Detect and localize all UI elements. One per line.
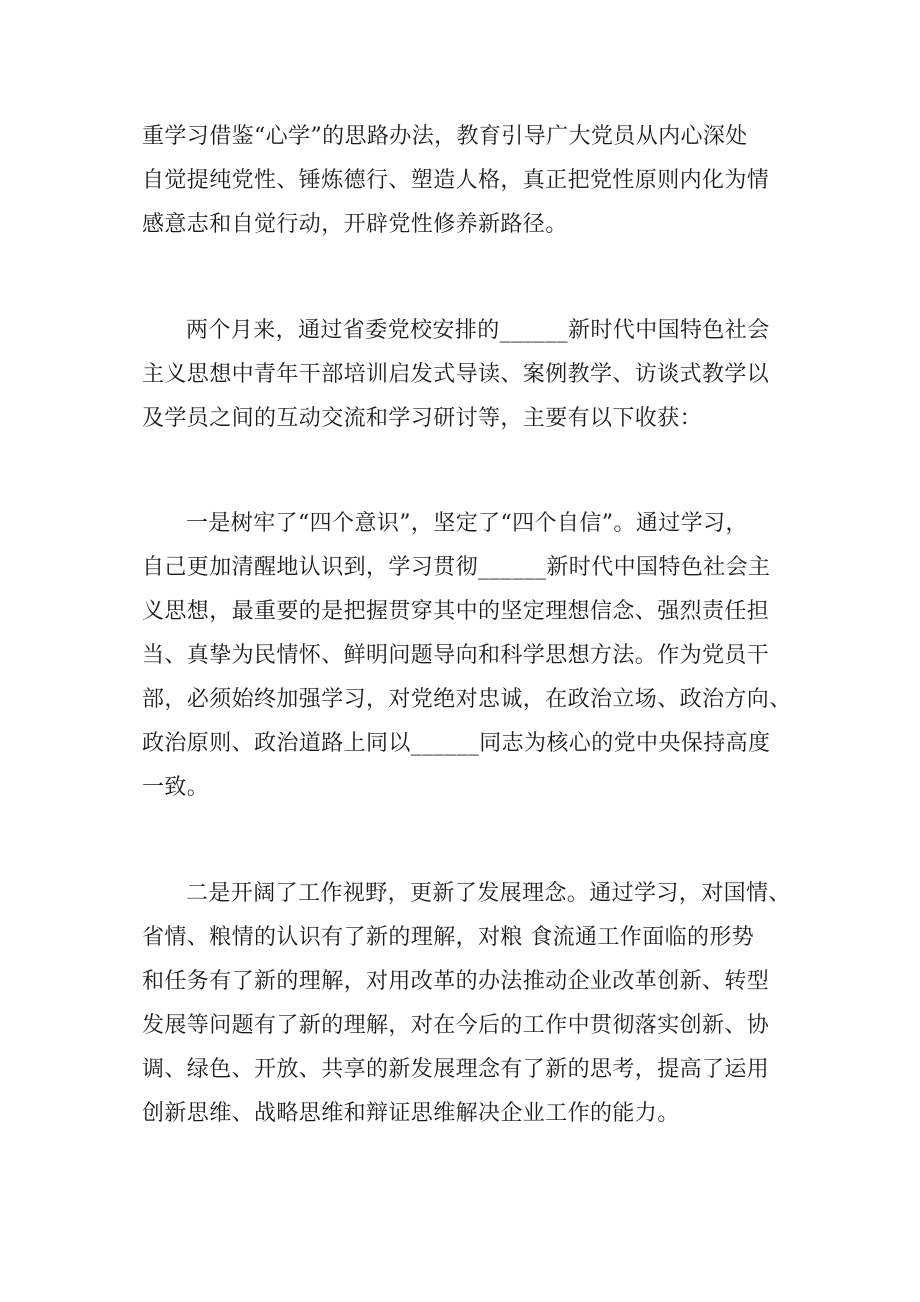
paragraph-3 bbox=[142, 502, 792, 810]
paragraph-2 bbox=[142, 309, 782, 441]
text-line: 部，必须始终加强学习，对党绝对忠诚，在政治立场、政治方向、 bbox=[142, 687, 792, 712]
text-line: 自觉提纯党性、锤炼德行、塑造人格，真正把党性原则内化为情 bbox=[142, 168, 770, 193]
text-line: 当、真挚为民情怀、鲜明问题导向和科学思想方法。作为党员干 bbox=[142, 643, 770, 668]
text-line: 及学员之间的互动交流和学习研讨等，主要有以下收获： bbox=[142, 406, 703, 431]
text-line: 创新思维、战略思维和辩证思维解决企业工作的能力。 bbox=[142, 1101, 680, 1126]
text-line: 主义思想中青年干部培训启发式导读、案例教学、访谈式教学以 bbox=[142, 362, 770, 387]
text-line: 省情、粮情的认识有了新的理解，对粮 食流通工作面临的形势 bbox=[142, 925, 755, 950]
text-line: 一致。 bbox=[142, 775, 210, 800]
paragraph-4 bbox=[142, 872, 791, 1136]
text-line: 自己更加清醒地认识到，学习贯彻______新时代中国特色社会主 bbox=[142, 555, 771, 580]
text-line: 二是开阔了工作视野，更新了发展理念。通过学习，对国情、 bbox=[186, 881, 791, 906]
text-line: 发展等问题有了新的理解，对在今后的工作中贯彻落实创新、协 bbox=[142, 1013, 770, 1038]
text-line: 感意志和自觉行动，开辟党性修养新路径。 bbox=[142, 212, 568, 237]
paragraph-1 bbox=[142, 115, 782, 247]
text-line: 调、绿色、开放、共享的新发展理念有了新的思考，提高了运用 bbox=[142, 1057, 770, 1082]
text-line: 和任务有了新的理解，对用改革的办法推动企业改革创新、转型 bbox=[142, 969, 770, 994]
text-line: 两个月来，通过省委党校安排的______新时代中国特色社会 bbox=[186, 318, 770, 343]
text-line: 政治原则、政治道路上同以______同志为核心的党中央保持高度 bbox=[142, 731, 771, 756]
text-line: 一是树牢了“四个意识”，坚定了“四个自信”。通过学习， bbox=[186, 511, 748, 536]
text-line: 义思想，最重要的是把握贯穿其中的坚定理想信念、强烈责任担 bbox=[142, 599, 770, 624]
text-line: 重学习借鉴“心学”的思路办法，教育引导广大党员从内心深处 bbox=[142, 124, 748, 149]
